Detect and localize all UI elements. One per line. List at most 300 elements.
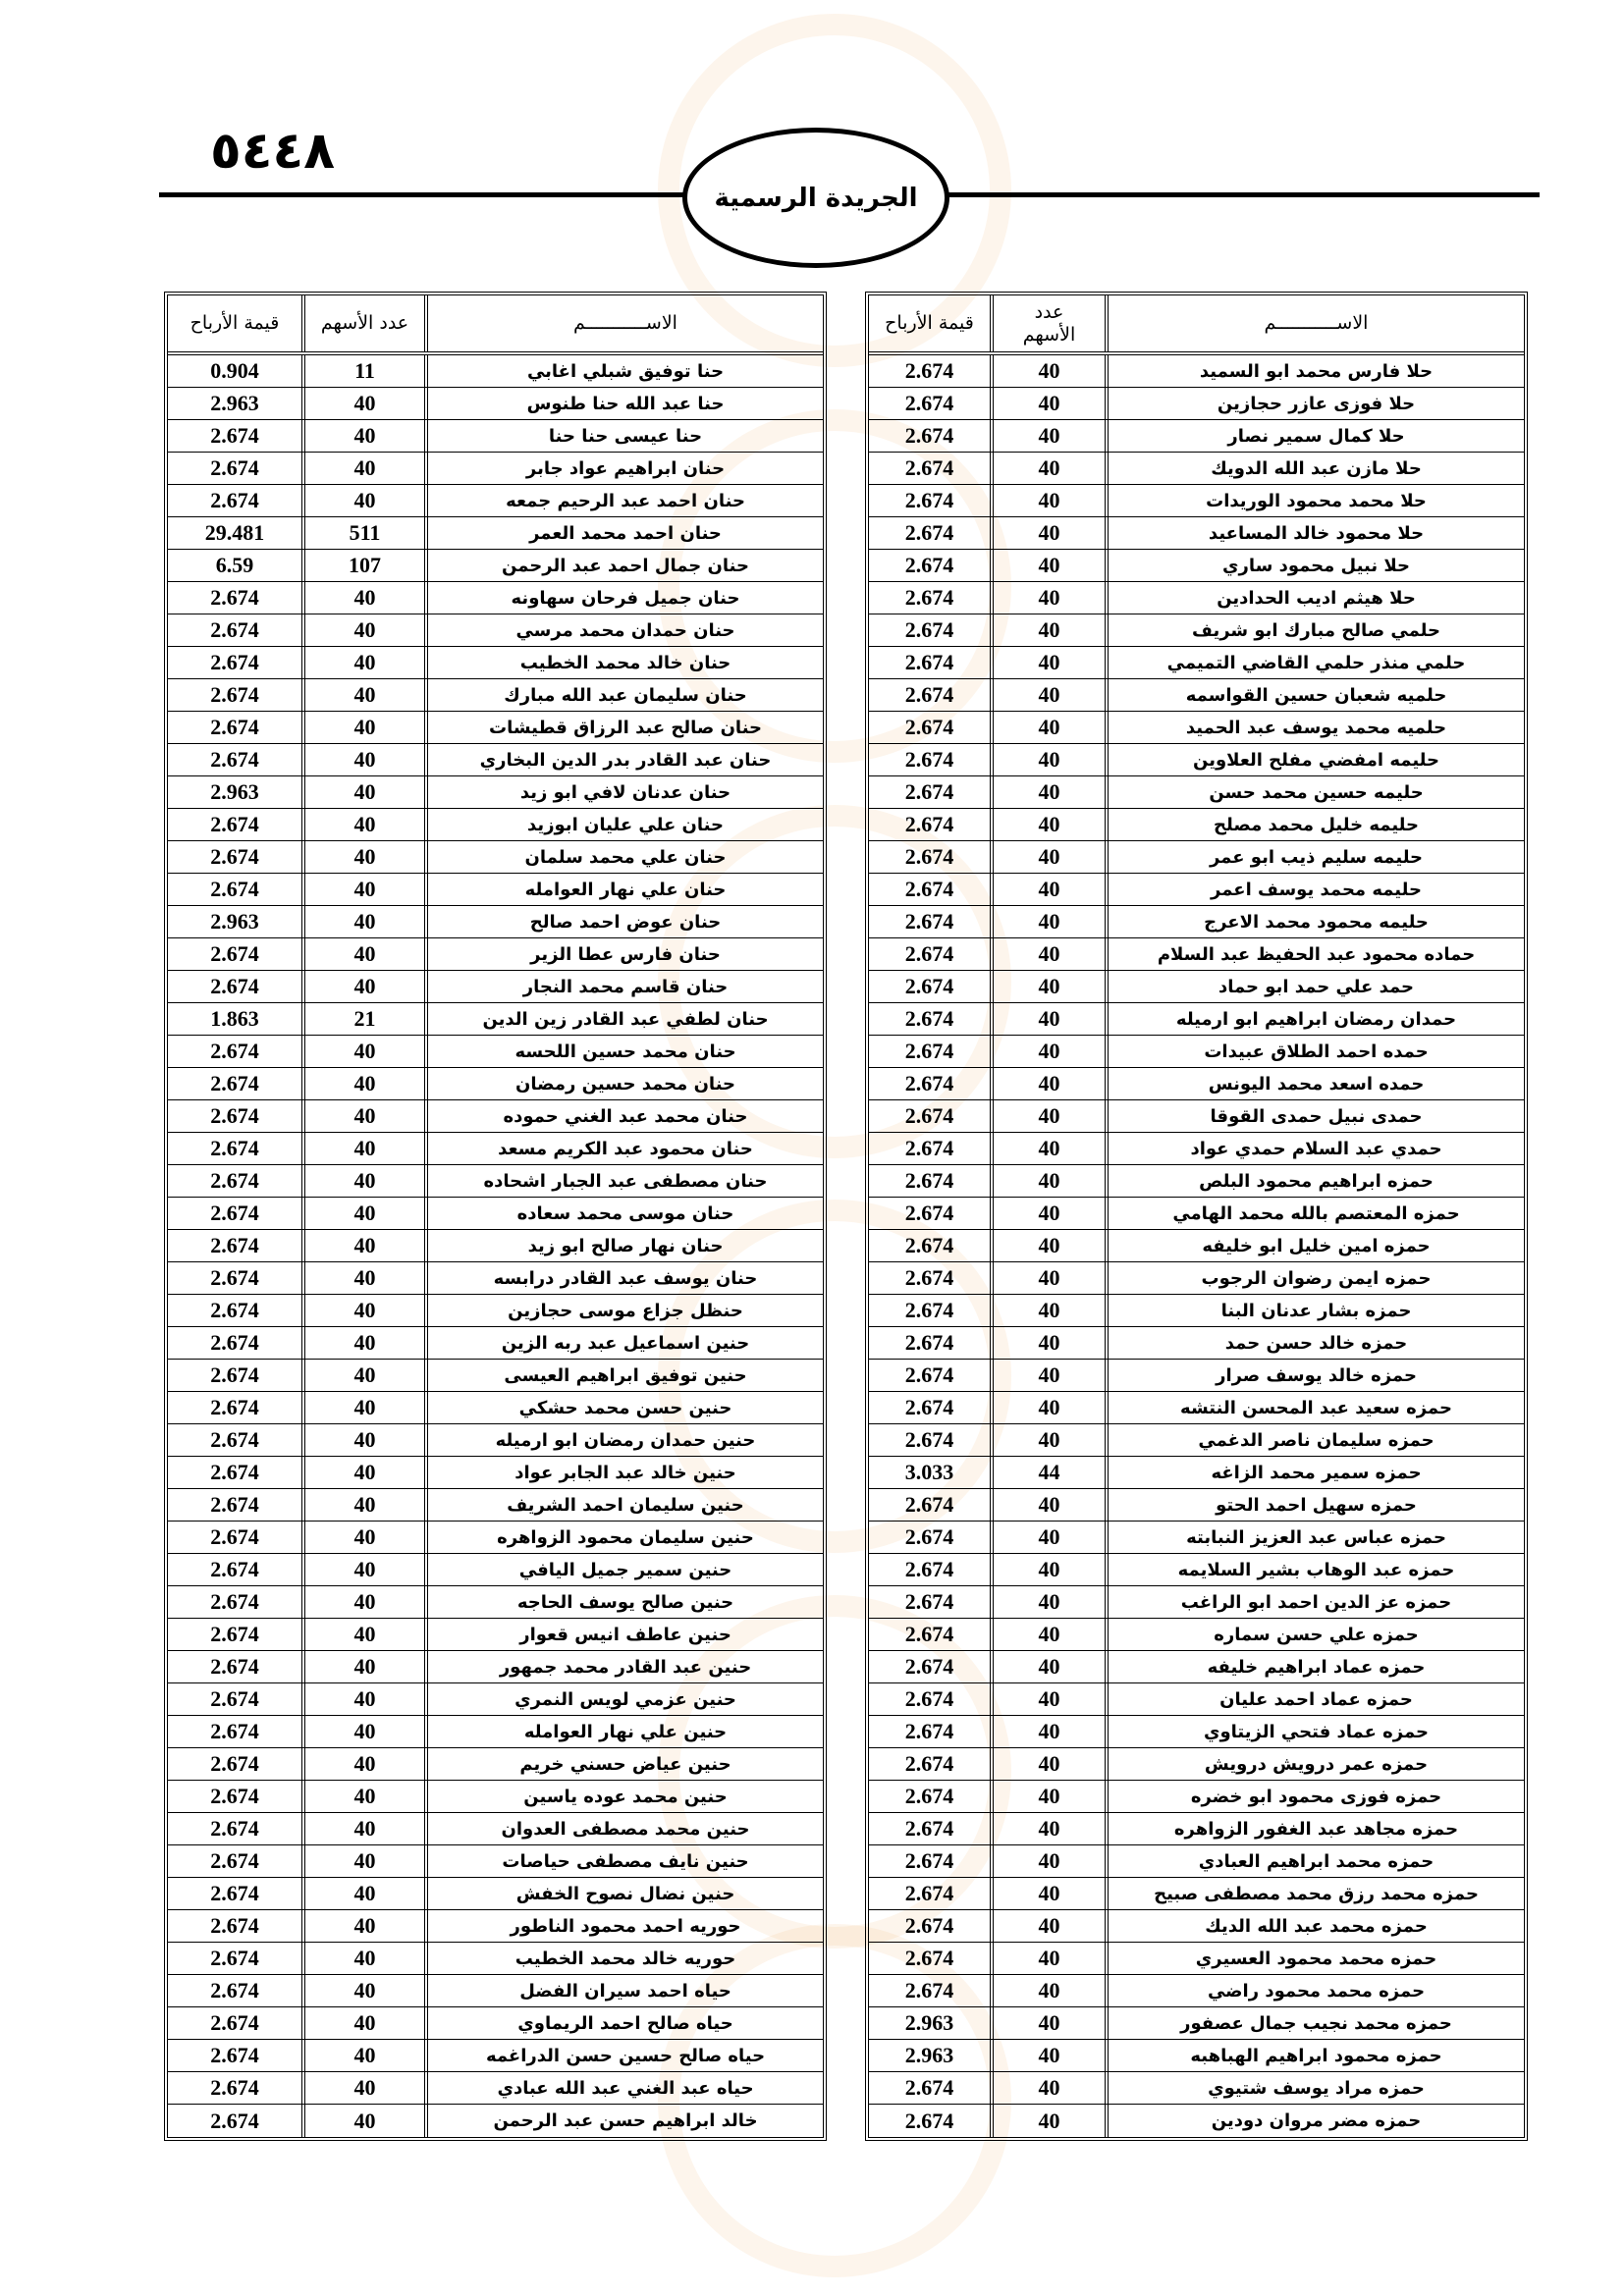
table-row [869, 517, 1524, 550]
profit-value: 2.674 [869, 1165, 994, 1197]
shareholder-name: حنان خالد محمد الخطيب [519, 652, 731, 673]
shareholder-name: حنا توفيق شبلي اغابي [526, 360, 725, 382]
shares-count: 40 [994, 1360, 1109, 1391]
shareholder-name: حنين سمير جميل اليافي [518, 1559, 732, 1580]
profit-value: 2.674 [869, 1748, 994, 1780]
shares-count: 40 [305, 1489, 428, 1521]
shareholder-name: حمزه عماد فتحي الزيتاوي [1203, 1721, 1430, 1742]
table-row [869, 1489, 1524, 1522]
profit-value: 2.674 [869, 1554, 994, 1585]
table-row [869, 1554, 1524, 1586]
profit-value: 2.674 [168, 1878, 305, 1909]
profit-value: 0.904 [168, 355, 305, 387]
profit-value: 2.674 [168, 1813, 305, 1844]
shareholder-name: حنان احمد عبد الرحيم جمعه [506, 490, 745, 511]
table-row [869, 1165, 1524, 1198]
table-row [168, 971, 823, 1003]
shareholder-name: حياه صالح حسين حسن الدراغمه [485, 2045, 766, 2066]
profit-value: 2.674 [869, 1295, 994, 1326]
table-row [168, 1813, 823, 1845]
shareholder-name: حلميه محمد يوسف عبد الحميد [1185, 717, 1447, 738]
header-oval [682, 128, 949, 268]
shareholder-name: حمزه عماد احمد عليان [1219, 1688, 1413, 1710]
table-row [869, 1100, 1524, 1133]
shareholder-name: حنان قاسم محمد النجار [522, 976, 729, 997]
shares-count: 40 [994, 2105, 1109, 2137]
shareholder-name: حمزه بشار عدنان البنا [1220, 1300, 1412, 1321]
profit-value: 2.674 [869, 453, 994, 484]
profit-value: 2.963 [168, 906, 305, 937]
shareholder-name: حنين عزمي لويس النمري [514, 1688, 736, 1710]
shares-count: 40 [305, 582, 428, 614]
shareholder-name: حنين سليمان محمود الزواهره [497, 1526, 754, 1548]
profit-value: 2.674 [168, 1457, 305, 1488]
shares-count: 40 [994, 906, 1109, 937]
shares-count: 40 [994, 1133, 1109, 1164]
shareholder-name: حمزه سهيل احمد الحتو [1216, 1494, 1417, 1516]
profit-value: 2.674 [168, 1683, 305, 1715]
profit-value: 2.674 [168, 938, 305, 970]
shareholder-name: حنان سليمان عبد الله مبارك [504, 684, 747, 706]
shares-count: 40 [305, 1165, 428, 1197]
table-row [869, 744, 1524, 776]
profit-value: 2.674 [168, 420, 305, 452]
shares-count: 40 [305, 1036, 428, 1067]
table-row [869, 712, 1524, 744]
shares-count: 40 [994, 1100, 1109, 1132]
shareholder-name: حمزه خالد يوسف صرار [1216, 1364, 1417, 1386]
profit-value: 2.674 [869, 1716, 994, 1747]
table-row [168, 614, 823, 647]
shareholder-name: حنان علي محمد سلمان [524, 846, 727, 868]
table-row [869, 1036, 1524, 1068]
shares-count: 40 [994, 550, 1109, 581]
shareholder-name: حنان محمد حسين اللحسه [514, 1041, 736, 1062]
shareholder-name: حمزه فوزى محمود ابو خضره [1190, 1786, 1442, 1807]
shares-count: 40 [994, 2007, 1109, 2039]
shares-count: 40 [305, 1943, 428, 1974]
shares-count: 40 [994, 647, 1109, 678]
profit-value: 2.674 [869, 712, 994, 743]
table-row [168, 874, 823, 906]
shareholder-name: حمدى نبيل حمدى القوقا [1210, 1105, 1423, 1127]
shareholder-name: حياه عبد الغني عبد الله عبادي [497, 2077, 754, 2099]
profit-value: 2.674 [168, 1100, 305, 1132]
profit-value: 2.674 [869, 420, 994, 452]
profit-value: 2.674 [869, 1327, 994, 1359]
table-row [869, 1683, 1524, 1716]
shares-count: 40 [994, 1230, 1109, 1261]
shareholder-name: حياه صالح احمد الريماوي [517, 2012, 733, 2034]
shareholder-name: حلا فوزى عازر حجازين [1217, 393, 1416, 414]
profit-value: 2.674 [168, 1230, 305, 1261]
profit-value: 2.674 [869, 1910, 994, 1942]
shares-count: 40 [305, 1457, 428, 1488]
shareholder-name: حليمه محمود محمد الاعرج [1204, 911, 1429, 933]
profit-value: 2.674 [869, 1651, 994, 1682]
table-row [168, 2040, 823, 2072]
shareholder-name: حمزه خالد حسن حمد [1224, 1332, 1408, 1354]
table-row [869, 1295, 1524, 1327]
table-row [168, 647, 823, 679]
shares-count: 40 [305, 485, 428, 516]
profit-value: 2.674 [168, 1586, 305, 1618]
table-row [168, 2105, 823, 2137]
table-row [168, 420, 823, 453]
profit-value: 2.963 [168, 776, 305, 808]
profit-value: 2.963 [869, 2007, 994, 2039]
shares-count: 40 [994, 1068, 1109, 1099]
shares-count: 40 [305, 1100, 428, 1132]
table-row [168, 809, 823, 841]
profit-value: 2.674 [869, 614, 994, 646]
table-row [869, 841, 1524, 874]
shareholder-name: حنان محمد عبد الغني حموده [503, 1105, 748, 1127]
shares-count: 40 [305, 1748, 428, 1780]
shareholder-name: حنظل جزاع موسى حجازين [508, 1300, 743, 1321]
table-row [869, 1813, 1524, 1845]
shareholder-name: حمزه ابراهيم محمود البلص [1199, 1170, 1434, 1192]
shareholder-name: حمده احمد الطلاق عبيدات [1204, 1041, 1429, 1062]
shareholder-name: حمزه ايمن رضوان الرجوب [1201, 1267, 1432, 1289]
shareholder-name: حمزه عمر درويش درويش [1204, 1753, 1429, 1775]
shareholder-name: حلمي منذر حلمي القاضي التميمي [1166, 652, 1466, 673]
shares-count: 40 [994, 582, 1109, 614]
profit-value: 2.674 [168, 1068, 305, 1099]
profit-value: 2.674 [869, 938, 994, 970]
shareholder-name: حمدي عبد السلام حمدي عواد [1190, 1138, 1442, 1159]
table-body [869, 355, 1524, 2137]
shares-count: 11 [305, 355, 428, 387]
shareholder-name: حمزه محمد رزق محمد مصطفى صبيح [1154, 1883, 1479, 1904]
table-row [869, 874, 1524, 906]
profit-value: 2.674 [168, 1198, 305, 1229]
shareholders-table-left [164, 292, 827, 2141]
shares-count: 40 [305, 2007, 428, 2039]
shares-count: 40 [994, 874, 1109, 905]
shareholder-name: حنين صالح يوسف الحاجه [516, 1591, 734, 1613]
shares-count: 40 [305, 2040, 428, 2071]
profit-value: 2.674 [869, 485, 994, 516]
table-row [168, 1100, 823, 1133]
table-row [869, 2105, 1524, 2137]
shareholder-name: حنين حسن محمد حشكي [518, 1397, 732, 1418]
table-row [168, 485, 823, 517]
shares-count: 40 [305, 420, 428, 452]
table-row [168, 1230, 823, 1262]
table-row [168, 1165, 823, 1198]
shares-count: 40 [305, 388, 428, 419]
page-number: ٥٤٤٨ [210, 122, 335, 181]
profit-value: 2.674 [869, 1813, 994, 1844]
shareholder-name: حليمه خليل محمد مصلح [1214, 814, 1419, 835]
shareholder-name: حلا مازن عبد الله الدويك [1211, 457, 1422, 479]
column-header-profit: قيمة الأرباح [168, 295, 305, 351]
table-row [168, 1036, 823, 1068]
shareholder-name: حنان ابراهيم عواد جابر [525, 457, 726, 479]
profit-value: 2.674 [168, 679, 305, 711]
shares-count: 40 [994, 1424, 1109, 1456]
profit-value: 2.674 [168, 1910, 305, 1942]
profit-value: 2.674 [869, 1975, 994, 2006]
shares-count: 40 [994, 1813, 1109, 1844]
shareholder-name: حلا محمود خالد المساعيد [1208, 522, 1425, 544]
shareholders-table-right [865, 292, 1528, 2141]
profit-value: 2.674 [869, 809, 994, 840]
table-row [168, 1489, 823, 1522]
profit-value: 2.674 [168, 1424, 305, 1456]
shareholder-name: حنان جمال احمد عبد الرحمن [502, 555, 749, 576]
profit-value: 2.674 [869, 1198, 994, 1229]
profit-value: 2.674 [869, 1133, 994, 1164]
table-row [869, 1392, 1524, 1424]
shares-count: 40 [994, 388, 1109, 419]
shares-count: 40 [305, 809, 428, 840]
shares-count: 40 [994, 614, 1109, 646]
shares-count: 40 [994, 1165, 1109, 1197]
profit-value: 6.59 [168, 550, 305, 581]
shares-count: 40 [305, 1198, 428, 1229]
table-row [869, 355, 1524, 388]
shareholder-name: حنان نهار صالح ابو زيد [527, 1235, 724, 1256]
shareholder-name: حمزه محمد نجيب جمال عصفور [1180, 2012, 1452, 2034]
profit-value: 2.674 [168, 647, 305, 678]
table-row [869, 550, 1524, 582]
profit-value: 2.674 [168, 1554, 305, 1585]
shares-count: 40 [305, 1781, 428, 1812]
table-row [869, 971, 1524, 1003]
shareholder-name: حنين نضال نصوح الخفش [515, 1883, 735, 1904]
shares-count: 40 [994, 971, 1109, 1002]
profit-value: 2.674 [869, 1845, 994, 1877]
shareholder-name: حنين نايف مصطفى حياصات [502, 1850, 749, 1872]
shares-count: 40 [994, 1748, 1109, 1780]
shares-count: 40 [305, 971, 428, 1002]
shares-count: 40 [994, 1683, 1109, 1715]
shareholder-name: حمزه عبد الوهاب بشير السلايمه [1177, 1559, 1455, 1580]
shareholder-name: حنين محمد عوده ياسين [523, 1786, 728, 1807]
shares-count: 40 [994, 679, 1109, 711]
table-row [869, 1975, 1524, 2007]
profit-value: 2.674 [869, 1003, 994, 1035]
profit-value: 2.674 [168, 1522, 305, 1553]
shareholder-name: حمد علي حمد ابو حماد [1218, 976, 1415, 997]
shares-count: 40 [994, 1036, 1109, 1067]
profit-value: 2.674 [869, 582, 994, 614]
shareholder-name: حنان محمد حسين رمضان [514, 1073, 736, 1095]
shareholder-name: حنان فارس عطا الزير [530, 943, 721, 965]
table-row [168, 679, 823, 712]
shareholder-name: حنان علي نهار العوامله [524, 879, 727, 900]
profit-value: 2.674 [869, 1489, 994, 1521]
shares-count: 40 [305, 679, 428, 711]
shareholder-name: حمزه محمد عبد الله الديك [1205, 1915, 1428, 1937]
profit-value: 2.674 [869, 355, 994, 387]
table-row [869, 1651, 1524, 1683]
shareholder-name: حوريه خالد محمد الخطيب [514, 1948, 736, 1969]
profit-value: 2.674 [168, 1716, 305, 1747]
table-row [168, 1910, 823, 1943]
shares-count: 40 [305, 453, 428, 484]
profit-value: 2.674 [869, 906, 994, 937]
profit-value: 2.674 [168, 874, 305, 905]
profit-value: 2.674 [869, 1360, 994, 1391]
table-row [168, 1651, 823, 1683]
table-row [869, 647, 1524, 679]
table-row [168, 712, 823, 744]
profit-value: 2.674 [168, 1295, 305, 1326]
shares-count: 511 [305, 517, 428, 549]
shares-count: 40 [994, 517, 1109, 549]
shareholder-name: حمزه محمد محمود راضي [1207, 1980, 1426, 2002]
shareholder-name: حليمه حسين محمد حسن [1209, 781, 1424, 803]
shareholder-name: حليمه امفضي مفلح العلاوين [1193, 749, 1439, 771]
table-row [168, 453, 823, 485]
table-row [168, 1424, 823, 1457]
shareholder-name: حمزه عز الدين احمد ابو الراغب [1180, 1591, 1452, 1613]
table-row [168, 1262, 823, 1295]
shareholder-name: حنين خالد عبد الجابر عواد [514, 1462, 736, 1483]
shares-count: 40 [305, 1392, 428, 1423]
table-row [869, 1522, 1524, 1554]
table-row [869, 485, 1524, 517]
shareholder-name: حمده اسعد محمد اليونس [1208, 1073, 1425, 1095]
shares-count: 40 [305, 1683, 428, 1715]
shares-count: 40 [994, 744, 1109, 775]
profit-value: 2.674 [869, 1036, 994, 1067]
profit-value: 2.674 [869, 1230, 994, 1261]
profit-value: 2.674 [168, 1165, 305, 1197]
shareholder-name: حمزه سعيد عبد المحسن النتشه [1180, 1397, 1452, 1418]
table-row [168, 2007, 823, 2040]
shareholder-name: حمزه سمير محمد الزاغه [1211, 1462, 1422, 1483]
shareholder-name: حلا نبيل محمود ساري [1222, 555, 1410, 576]
table-row [168, 744, 823, 776]
profit-value: 2.674 [869, 679, 994, 711]
profit-value: 2.674 [869, 1586, 994, 1618]
shares-count: 40 [305, 647, 428, 678]
shares-count: 40 [305, 1716, 428, 1747]
table-row [869, 938, 1524, 971]
profit-value: 2.674 [869, 874, 994, 905]
shareholder-name: حوريه احمد محمود الناطور [510, 1915, 741, 1937]
table-row [869, 1262, 1524, 1295]
shareholder-name: حنين سليمان احمد الشريف [507, 1494, 744, 1516]
shares-count: 40 [305, 776, 428, 808]
shares-count: 40 [994, 1878, 1109, 1909]
profit-value: 2.674 [869, 744, 994, 775]
profit-value: 2.674 [168, 1133, 305, 1164]
shareholder-name: حنين علي نهار العوامله [523, 1721, 728, 1742]
profit-value: 2.674 [168, 1651, 305, 1682]
table-row [168, 1845, 823, 1878]
shares-count: 21 [305, 1003, 428, 1035]
shares-count: 40 [305, 1878, 428, 1909]
shares-count: 40 [305, 1133, 428, 1164]
profit-value: 2.674 [869, 1683, 994, 1715]
table-row [869, 614, 1524, 647]
profit-value: 2.674 [168, 2072, 305, 2104]
shareholder-name: حلا فارس محمد ابو السميد [1199, 360, 1434, 382]
table-row [869, 1878, 1524, 1910]
shareholder-name: حمزه محمد محمود العسيري [1195, 1948, 1437, 1969]
profit-value: 2.674 [869, 1068, 994, 1099]
shares-count: 40 [305, 1586, 428, 1618]
shares-count: 40 [305, 1651, 428, 1682]
table-row [869, 1943, 1524, 1975]
shares-count: 40 [994, 1003, 1109, 1035]
shareholder-name: حمزه المعتصم بالله محمد الهامي [1172, 1202, 1460, 1224]
shares-count: 40 [994, 1295, 1109, 1326]
column-header-name: الاســـــــــــم [1264, 312, 1369, 335]
profit-value: 2.674 [168, 485, 305, 516]
table-row [869, 1424, 1524, 1457]
shares-count: 40 [305, 1522, 428, 1553]
table-row [168, 1683, 823, 1716]
shares-count: 40 [994, 1262, 1109, 1294]
shareholder-name: حمزه امين خليل ابو خليفه [1202, 1235, 1431, 1256]
profit-value: 2.674 [168, 1262, 305, 1294]
table-row [168, 1586, 823, 1619]
shares-count: 40 [994, 453, 1109, 484]
profit-value: 2.674 [869, 841, 994, 873]
table-row [168, 1781, 823, 1813]
column-header-shares: عدد الأسهم [994, 295, 1109, 351]
shares-count: 40 [994, 1975, 1109, 2006]
table-row [168, 1878, 823, 1910]
shares-count: 40 [994, 2040, 1109, 2071]
shareholder-name: حمزه علي حسن سماره [1214, 1624, 1419, 1645]
table-row [168, 550, 823, 582]
profit-value: 2.674 [168, 1975, 305, 2006]
profit-value: 2.674 [869, 1424, 994, 1456]
shares-count: 40 [305, 1068, 428, 1099]
shares-count: 40 [994, 841, 1109, 873]
shares-count: 40 [305, 744, 428, 775]
shares-count: 40 [305, 1910, 428, 1942]
shares-count: 40 [994, 712, 1109, 743]
shares-count: 40 [994, 1781, 1109, 1812]
profit-value: 2.674 [869, 388, 994, 419]
shares-count: 40 [305, 841, 428, 873]
shareholder-name: حلمي صالح مبارك ابو شريف [1192, 619, 1440, 641]
table-row [168, 1198, 823, 1230]
table-row [869, 1133, 1524, 1165]
profit-value: 2.674 [168, 1748, 305, 1780]
shareholder-name: حنين عياض حسني خريم [519, 1753, 731, 1775]
shares-count: 40 [305, 1619, 428, 1650]
table-row [869, 1068, 1524, 1100]
table-row [168, 1133, 823, 1165]
table-row [869, 1230, 1524, 1262]
shareholder-name: حنان عدنان لافي ابو زيد [519, 781, 731, 803]
shares-count: 40 [994, 1522, 1109, 1553]
shares-count: 40 [994, 1392, 1109, 1423]
shares-count: 40 [305, 906, 428, 937]
shareholder-name: حلميه شعبان حسين القواسمه [1185, 684, 1447, 706]
profit-value: 2.674 [168, 1781, 305, 1812]
table-row [869, 2007, 1524, 2040]
shares-count: 40 [305, 2072, 428, 2104]
shareholder-name: حنين عاطف انيس قعوار [519, 1624, 731, 1645]
table-row [869, 1586, 1524, 1619]
column-header-name: الاســـــــــــم [573, 312, 677, 335]
table-row [869, 1619, 1524, 1651]
table-row [168, 906, 823, 938]
profit-value: 2.674 [869, 1943, 994, 1974]
profit-value: 2.674 [869, 2105, 994, 2137]
profit-value: 2.674 [168, 2040, 305, 2071]
